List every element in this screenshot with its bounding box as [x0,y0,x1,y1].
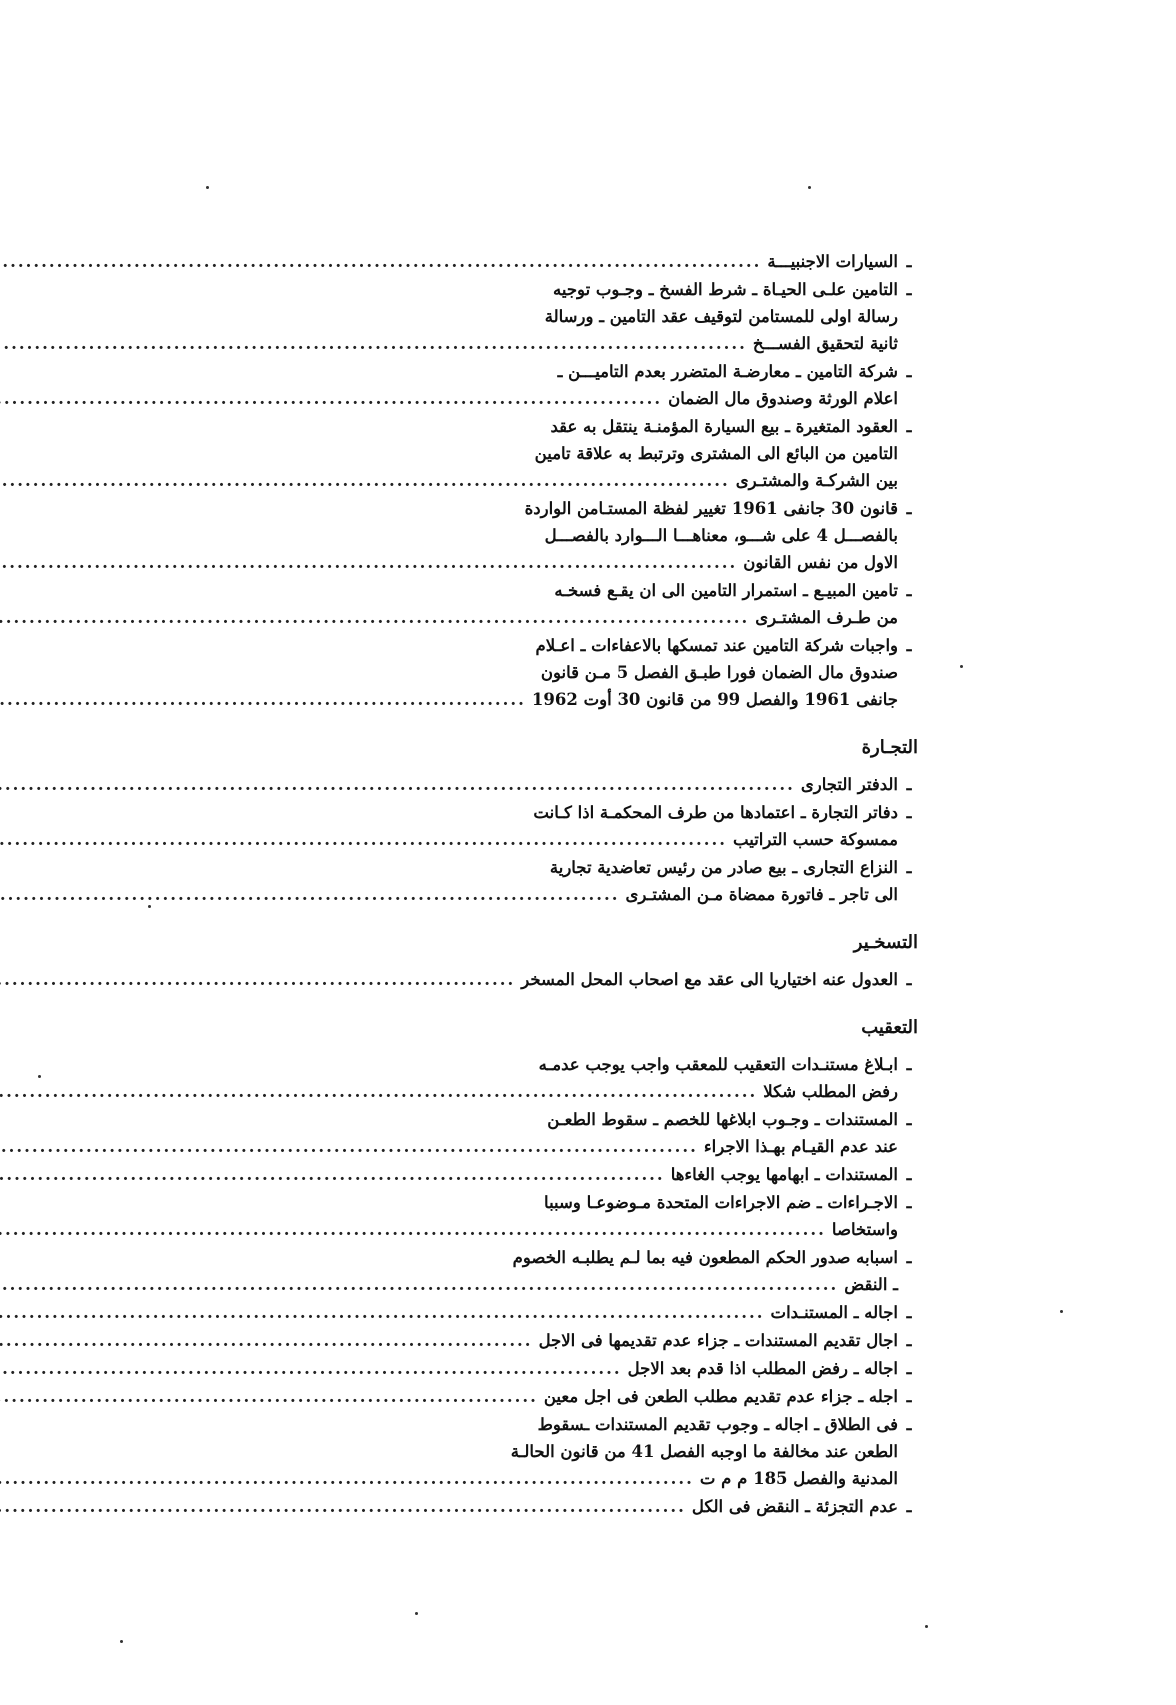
leader-dots [0,1383,538,1410]
leader-dots [0,604,749,631]
entry-text: المستندات ـ وجـوب ابلاغها للخصم ـ سقوط الطعـن [547,1110,898,1129]
entry-dash: ـ [906,970,912,989]
entry-text: اجاله ـ رفض المطلب اذا قدم بعد الاجل [627,1359,898,1378]
entry-text: بين الشركـة والمشتـرى [735,471,898,490]
entry-dash: ـ [906,417,912,436]
entry-dash: ـ [906,362,912,381]
entry-line [270,495,920,522]
entry-text: السيارات الاجنبيـــة [767,252,898,271]
entry-line [270,358,920,385]
scan-speck [925,1625,928,1628]
entry-dash: ـ [906,858,912,877]
entry-text: التامين علـى الحيـاة ـ شرط الفسخ ـ وجـوب توجيه [553,280,898,299]
entry-line [270,686,920,713]
leader-dots [0,1327,533,1354]
entry-line [270,1244,920,1271]
section-heading-taqib: التعقيب [861,1017,918,1038]
entry-dash: ـ [906,581,912,600]
entry-dash: ـ [906,1055,912,1074]
entry-line [270,1189,920,1216]
entry-text: اعلام الورثة وصندوق مال الضمان [668,389,898,408]
index-entry [270,1493,920,1520]
entry-text: المستندات ـ ابهامها يوجب الغاءها [670,1165,898,1184]
entry-dash: ـ [906,252,912,271]
index-entry [270,799,920,853]
entry-text: اسبابه صدور الحكم المطعون فيه بما لـم يطلبـه الخصوم [512,1248,898,1267]
entry-line [270,1411,920,1438]
entry-line [270,1216,920,1243]
entry-text: قانون 30 جانفى 1961 تغيير لفظة المستـامن الواردة [524,499,898,518]
entry-line [270,881,920,908]
index-entry [270,632,920,713]
entry-line [270,1051,920,1078]
leader-dots [0,1216,826,1243]
index-entry [270,966,920,993]
leader-dots [0,881,619,908]
entry-line [270,385,920,412]
scan-speck [148,905,151,908]
entry-line [270,1133,920,1160]
index-entry [270,358,920,412]
entry-line [270,1383,920,1410]
index-entry [270,1355,920,1382]
entry-line [270,771,920,798]
index-entry [270,1383,920,1410]
index-entry [270,1327,920,1354]
entry-dash: ـ [906,1110,912,1129]
entry-text: اجله ـ جزاء عدم تقديم مطلب الطعن فى اجل معين [543,1387,898,1406]
entry-text: رسالة اولى للمستامن لتوقيف عقد التامين ـ ورسالة [544,307,898,326]
index-entry [270,771,920,798]
entry-dash: ـ [906,1193,912,1212]
leader-dots [0,826,727,853]
index-group-insurance [270,248,920,713]
section-taskhir-entries [270,966,920,993]
entry-text: رفض المطلب شكلا [763,1082,898,1101]
scan-speck [1060,1310,1063,1313]
index-entry [270,413,920,494]
entry-text: جانفى 1961 والفصل 99 من قانون 30 أوت 1962 [531,690,898,709]
entry-line [270,1438,920,1465]
entry-dash: ـ [906,1303,912,1322]
index-entry [270,1161,920,1188]
entry-dash: ـ [906,1165,912,1184]
entry-line [270,1106,920,1133]
entry-text: النزاع التجارى ـ بيع صادر من رئيس تعاضدية تجارية [549,858,898,877]
entry-text: الاجـراءات ـ ضم الاجراءات المتحدة مـوضوعـا وسببا [544,1193,898,1212]
entry-text: ممسوكة حسب التراتيب [733,830,898,849]
index-entry [270,1106,920,1160]
leader-dots [0,966,515,993]
entry-line [270,1327,920,1354]
entry-text: اجاله ـ المستنـدات [770,1303,898,1322]
index-entry [270,248,920,275]
entry-text: عدم التجزئة ـ النقض فى الكل [691,1497,898,1516]
entry-line [270,303,920,330]
entry-text: ثانية لتحقيق الفســـخ [752,334,898,353]
entry-line [270,1465,920,1492]
section-taqib-entries [270,1051,920,1520]
entry-line [270,248,920,275]
leader-dots [0,385,662,412]
entry-dash: ـ [906,803,912,822]
index-entry [270,1189,920,1243]
entry-line [270,276,920,303]
entry-text: دفاتر التجارة ـ اعتمادها من طرف المحكمـة اذا كـانت [533,803,898,822]
entry-dash: ـ [906,1331,912,1350]
leader-dots [0,1299,765,1326]
entry-text: الى تاجر ـ فاتورة ممضاة مـن المشتـرى [625,885,898,904]
leader-dots [0,1271,838,1298]
leader-dots [0,330,747,357]
leader-dots [0,467,730,494]
scan-speck [415,1612,418,1615]
index-entry [270,1051,920,1105]
leader-dots [0,771,795,798]
entry-text: صندوق مال الضمان فورا طبـق الفصل 5 مـن قانون [540,663,898,682]
leader-dots [0,1133,698,1160]
leader-dots [0,686,526,713]
entry-dash: ـ [906,1359,912,1378]
entry-dash: ـ [906,280,912,299]
entry-line [270,659,920,686]
entry-line [270,440,920,467]
leader-dots [0,549,737,576]
scan-speck [206,186,209,189]
index-entry [270,276,920,357]
entry-dash: ـ [906,1248,912,1267]
entry-line [270,966,920,993]
entry-text: تامين المبيـع ـ استمرار التامين الى ان يقـع فسخـه [554,581,898,600]
entry-text: من طـرف المشتـرى [755,608,898,627]
entry-line [270,799,920,826]
entry-text: ـ النقض [844,1275,898,1294]
entry-text: ابـلاغ مستنـدات التعقيب للمعقب واجب يوجب عدمـه [538,1055,898,1074]
entry-text: العدول عنه اختياريا الى عقد مع اصحاب المحل المسخر [521,970,898,989]
entry-text: الاول من نفس القانون [743,553,898,572]
scan-speck [960,665,963,668]
entry-dash: ـ [906,1387,912,1406]
scan-speck [808,186,811,189]
index-entry [270,577,920,631]
leader-dots [0,1355,622,1382]
scan-speck [120,1640,123,1643]
entry-text: المدنية والفصل 185 م م ت [699,1469,898,1488]
section-tijara-entries [270,771,920,908]
entry-text: شركة التامين ـ معارضـة المتضرر بعدم التاميـــن ـ [557,362,898,381]
entry-text: بالفصـــل 4 على شـــو، معناهـــا الـــوارد بالفصـــل [544,526,898,545]
index-entry [270,1411,920,1492]
entry-line [270,632,920,659]
entry-line [270,549,920,576]
entry-line [270,1271,920,1298]
entry-line [270,413,920,440]
entry-line [270,1493,920,1520]
entry-line [270,1078,920,1105]
entry-line [270,577,920,604]
entry-text: عند عدم القيـام بهـذا الاجراء [703,1137,898,1156]
entry-text: واجبات شركة التامين عند تمسكها بالاعفاءات ـ اعـلام [535,636,898,655]
entry-line [270,1355,920,1382]
index-entry [270,495,920,576]
entry-dash: ـ [906,1497,912,1516]
section-heading-taskhir: التسخـير [853,932,918,953]
entry-text: الدفتر التجارى [800,775,898,794]
entry-text: واستخاصا [831,1220,898,1239]
scan-speck [38,1075,41,1078]
entry-text: اجال تقديم المستندات ـ جزاء عدم تقديمها فى الاجل [538,1331,898,1350]
leader-dots [0,248,761,275]
entry-line [270,1299,920,1326]
entry-line [270,522,920,549]
leader-dots [0,1465,694,1492]
entry-line [270,330,920,357]
entry-dash: ـ [906,636,912,655]
entry-dash: ـ [906,775,912,794]
entry-text: فى الطلاق ـ اجاله ـ وجوب تقديم المستندات ـسقوط [537,1415,898,1434]
leader-dots [0,1493,686,1520]
entry-dash: ـ [906,499,912,518]
entry-line [270,854,920,881]
entry-text: العقود المتغيرة ـ بيع السيارة المؤمنـة ينتقل به عقد [550,417,898,436]
entry-text: الطعن عند مخالفة ما اوجبه الفصل 41 من قانون الحالـة [510,1442,898,1461]
entry-line [270,467,920,494]
entry-line [270,1161,920,1188]
entry-line [270,826,920,853]
entry-line [270,604,920,631]
index-entry [270,1299,920,1326]
entry-text: التامين من البائع الى المشترى وترتبط به علاقة تامين [534,444,898,463]
leader-dots [0,1161,665,1188]
section-heading-tijara: التجـارة [861,737,918,758]
entry-dash: ـ [906,1415,912,1434]
leader-dots [0,1078,757,1105]
document-page [270,248,920,1521]
index-entry [270,1244,920,1298]
index-entry [270,854,920,908]
